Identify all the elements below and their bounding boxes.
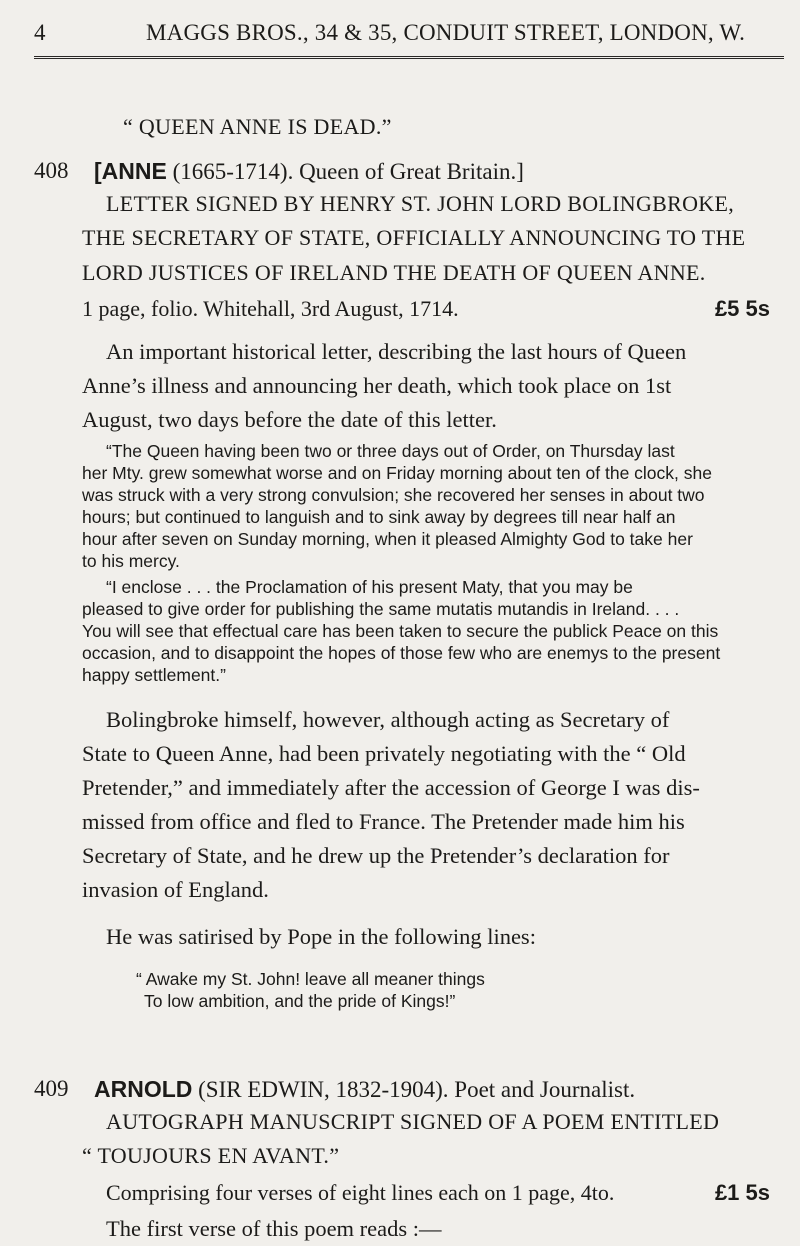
lot-409-details: Comprising four verses of eight lines each on 1 page, 4to.: [106, 1180, 615, 1205]
quote-line: her Mty. grew somewhat worse and on Friday morning about ten of the clock, she: [82, 463, 712, 483]
lot-408-paragraph-2: [82, 703, 700, 907]
para-line: missed from office and fled to France. The Pretender made him his: [82, 809, 685, 834]
quote-line: hours; but continued to languish and to sink away by degrees till near half an: [82, 507, 676, 527]
desc-line: August, two days before the date of this letter.: [82, 407, 497, 432]
para-line: Secretary of State, and he drew up the Pretender’s declaration for: [82, 843, 670, 868]
lot-408-name: [ANNE: [94, 158, 167, 184]
quote-line: “I enclose . . . the Proclamation of his present Maty, that you may be: [106, 577, 633, 597]
quote-line: You will see that effectual care has been taken to secure the publick Peace on this: [82, 621, 719, 641]
quote-line: hour after seven on Sunday morning, when it pleased Almighty God to take her: [82, 529, 693, 549]
lot-408-heading-rest: (1665-1714). Queen of Great Britain.]: [172, 159, 524, 184]
lot-number-409: 409: [34, 1076, 69, 1101]
section-heading: “ QUEEN ANNE IS DEAD.”: [123, 114, 392, 139]
desc-line: An important historical letter, describing the last hours of Queen: [106, 339, 687, 364]
lot-408-title-line-1: LETTER SIGNED BY HENRY ST. JOHN LORD BOLINGBROKE,: [106, 191, 735, 216]
lot-408-paragraph-3: He was satirised by Pope in the following lines:: [106, 924, 536, 949]
verse-line: “ Awake my St. John! leave all meaner things: [136, 969, 485, 989]
desc-line: Anne’s illness and announcing her death, which took place on 1st: [82, 373, 672, 398]
para-line: invasion of England.: [82, 877, 269, 902]
quote-line: to his mercy.: [82, 551, 180, 571]
quote-line: pleased to give order for publishing the same mutatis mutandis in Ireland. . . .: [82, 599, 680, 619]
quote-line: “The Queen having been two or three days out of Order, on Thursday last: [106, 441, 675, 461]
lot-409-intro: The first verse of this poem reads :—: [106, 1216, 442, 1241]
lot-409-title-line-2: “ TOUJOURS EN AVANT.”: [82, 1143, 340, 1168]
lot-408-verse: [136, 968, 485, 1012]
lot-409-price: £1 5s: [714, 1180, 770, 1205]
header-text: MAGGS BROS., 34 & 35, CONDUIT STREET, LONDON, W.: [146, 20, 746, 45]
header-rule: [34, 56, 784, 59]
lot-408-price: £5 5s: [714, 296, 770, 321]
lot-408-details: 1 page, folio. Whitehall, 3rd August, 1714.: [82, 296, 459, 321]
lot-408-quote-2: [82, 576, 720, 686]
lot-409-name: ARNOLD: [94, 1076, 193, 1102]
lot-408-title-line-2: THE SECRETARY OF STATE, OFFICIALLY ANNOUNCING TO THE: [82, 225, 746, 250]
quote-line: occasion, and to disappoint the hopes of those few who are enemys to the present: [82, 643, 721, 663]
page-number: 4: [34, 20, 46, 45]
para-line: Bolingbroke himself, however, although acting as Secretary of: [106, 707, 670, 732]
lot-408-description: [82, 335, 686, 437]
para-line: State to Queen Anne, had been privately negotiating with the “ Old: [82, 741, 686, 766]
lot-408-heading: [94, 158, 524, 185]
lot-409-heading: [94, 1076, 635, 1103]
quote-line: happy settlement.”: [82, 665, 226, 685]
lot-409-heading-rest: (SIR EDWIN, 1832-1904). Poet and Journalist.: [198, 1077, 636, 1102]
lot-408-title-line-3: LORD JUSTICES OF IRELAND THE DEATH OF QUEEN ANNE.: [82, 260, 706, 285]
lot-409-title-line-1: AUTOGRAPH MANUSCRIPT SIGNED OF A POEM ENTITLED: [106, 1109, 720, 1134]
quote-line: was struck with a very strong convulsion; she recovered her senses in about two: [82, 485, 705, 505]
verse-line: To low ambition, and the pride of Kings!”: [144, 991, 456, 1011]
lot-number-408: 408: [34, 158, 69, 183]
lot-408-quote-1: [82, 440, 712, 572]
para-line: Pretender,” and immediately after the accession of George I was dis-: [82, 775, 700, 800]
